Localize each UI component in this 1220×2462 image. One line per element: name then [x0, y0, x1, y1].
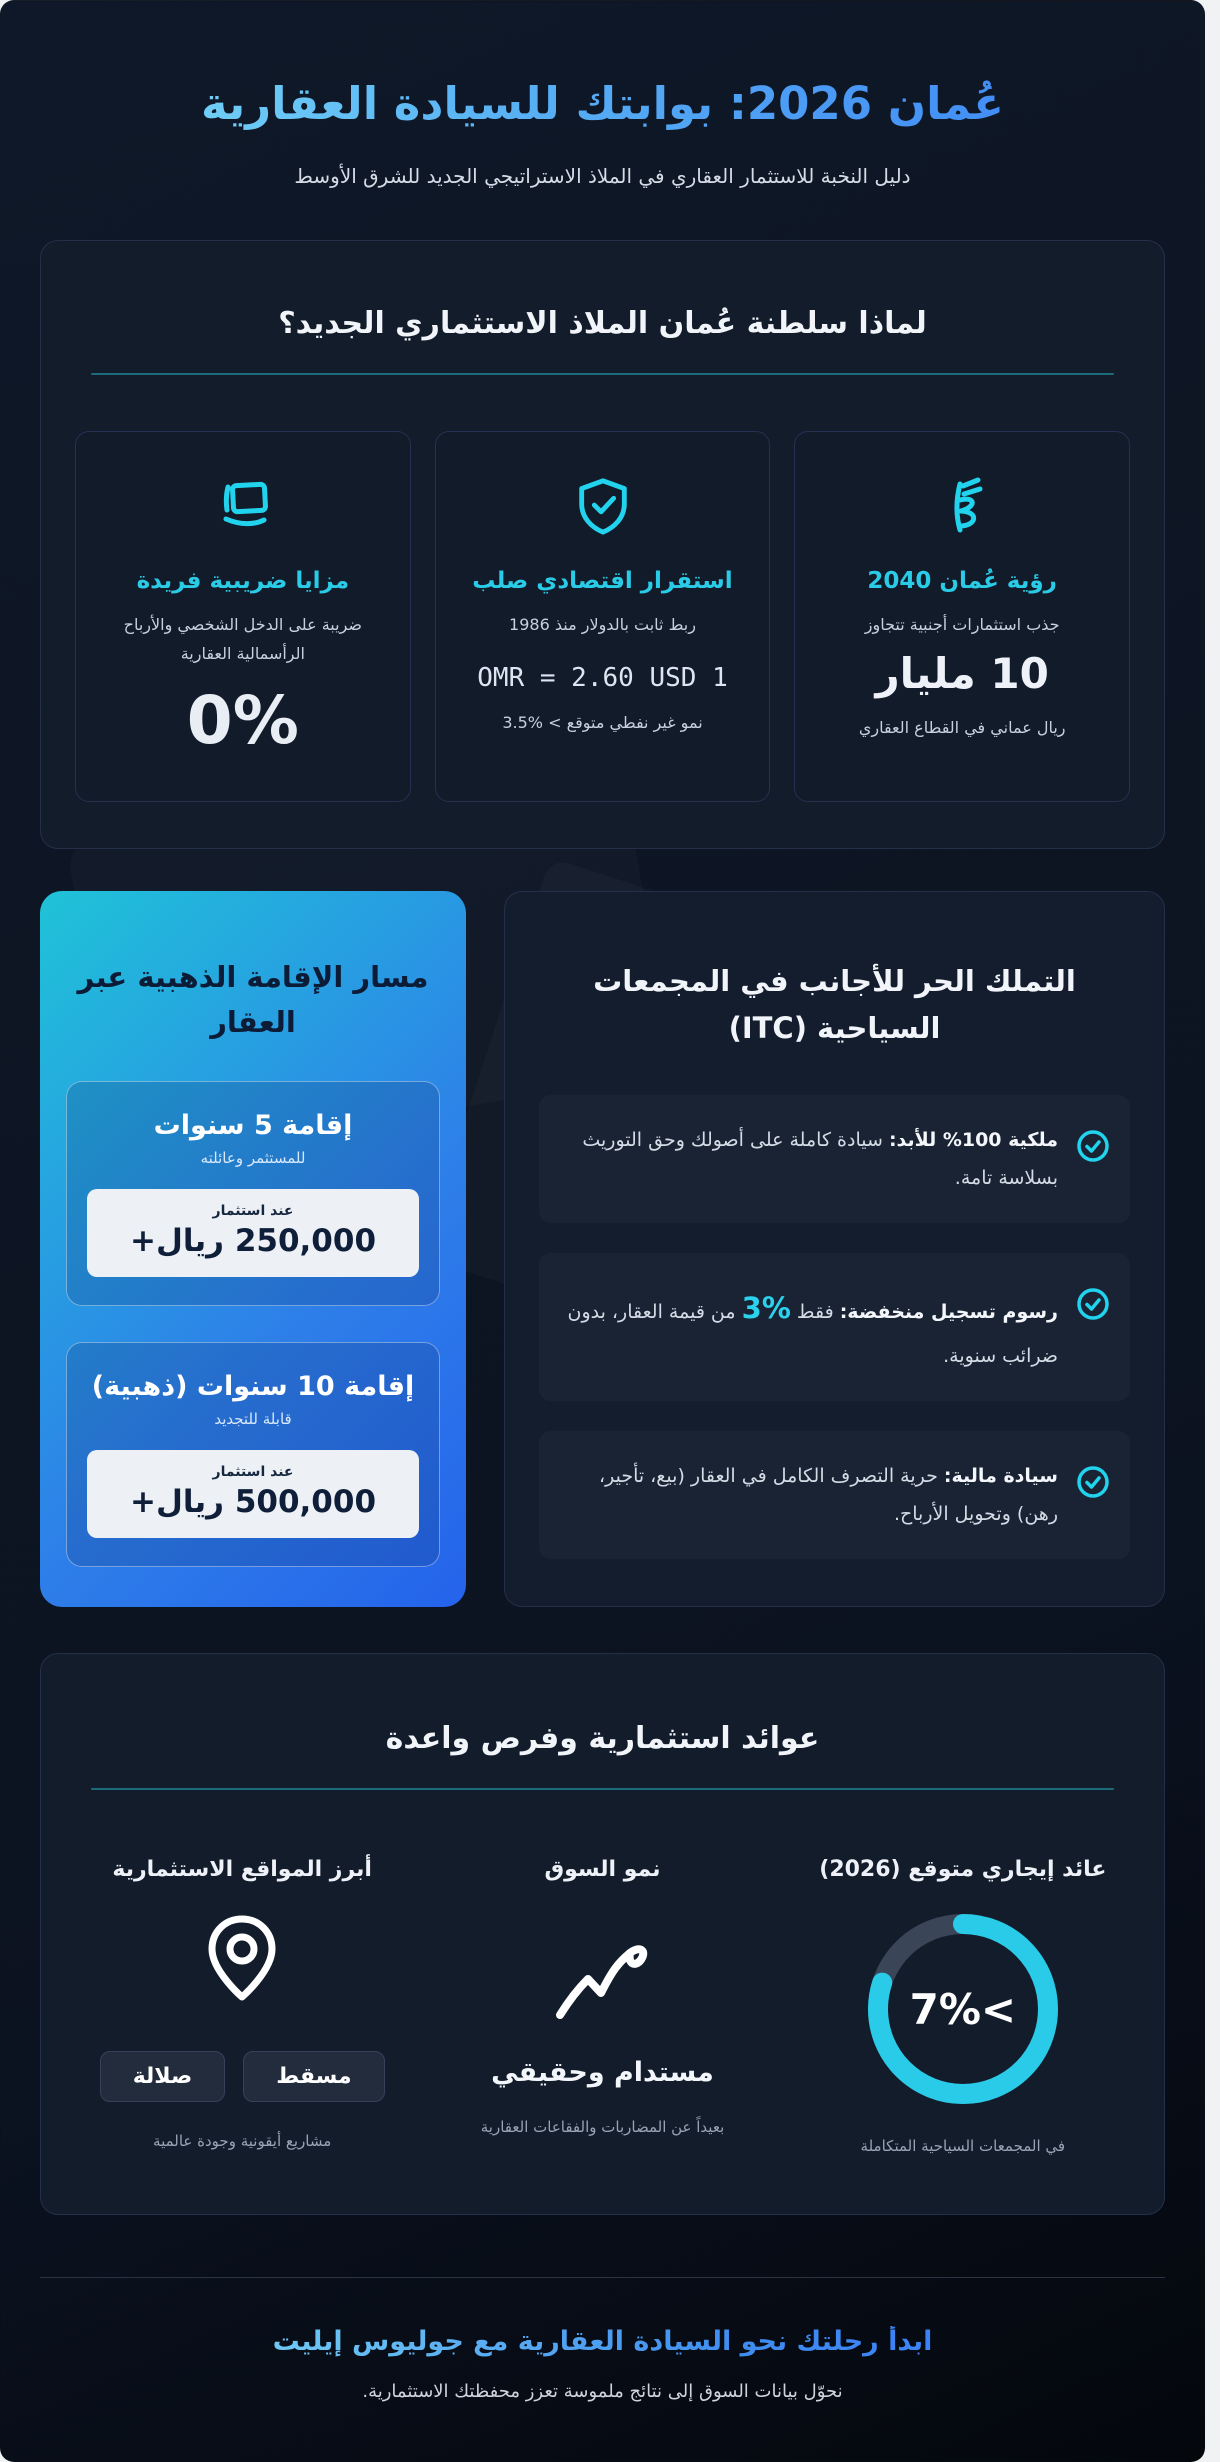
why-oman-section — [40, 240, 1165, 850]
investment-label: عند استثمار — [212, 1203, 294, 1220]
golden-residency-title: مسار الإقامة الذهبية عبر العقار — [77, 960, 429, 1040]
shield-check-icon — [456, 472, 750, 540]
check-circle-icon — [1076, 1287, 1110, 1325]
chip-salalah[interactable]: صلالة — [100, 2051, 226, 2102]
investment-amount-box — [87, 1450, 419, 1538]
market-growth-stat: مستدام وحقيقي — [491, 2057, 714, 2089]
rental-yield-title: عائد إيجاري متوقع (2026) — [819, 1857, 1107, 1883]
check-circle-icon — [1076, 1465, 1110, 1503]
itc-section — [504, 891, 1165, 1607]
page-subtitle: دليل النخبة للاستثمار العقاري في الملاذ الاستراتيجي الجديد للشرق الأوسط — [294, 163, 911, 188]
residency-tier-5-years — [66, 1081, 440, 1306]
card-body: جذب استثمارات أجنبية تتجاوز — [864, 614, 1060, 634]
bullet-text — [559, 1121, 1058, 1197]
investment-amount: 250,000 ريال+ — [130, 1223, 377, 1260]
investment-label: عند استثمار — [212, 1464, 294, 1481]
header — [40, 75, 1165, 188]
bullet-body: من قيمة العقار، بدون ضرائب سنوية. — [567, 1301, 1058, 1368]
card-title: رؤية عُمان 2040 — [867, 567, 1057, 594]
returns-columns — [75, 1852, 1130, 2160]
tier-title: إقامة 10 سنوات (ذهبية) — [91, 1371, 415, 1403]
returns-section — [40, 1653, 1165, 2215]
middle-row — [40, 891, 1165, 1607]
card-body: ربط ثابت بالدولار منذ 1986 — [509, 614, 696, 634]
banknote-icon — [96, 472, 390, 540]
card-tax-benefits — [75, 431, 411, 803]
map-pin-icon — [75, 1911, 409, 2021]
rental-yield-caption: في المجمعات السياحية المتكاملة — [860, 2137, 1066, 2156]
itc-bullet-fees — [539, 1253, 1130, 1401]
trend-up-icon — [435, 1927, 769, 2027]
tier-subtitle: للمستثمر وعائلته — [200, 1149, 306, 1168]
investment-amount-box — [87, 1189, 419, 1277]
tier-title: إقامة 5 سنوات — [153, 1110, 353, 1142]
rental-yield-gauge — [865, 1911, 1061, 2107]
bullet-body: فقط — [796, 1301, 834, 1324]
card-subtext: نمو غير نفطي متوقع > %3.5 — [502, 713, 703, 733]
fee-percentage: %3 — [741, 1291, 791, 1326]
bullet-text — [559, 1279, 1058, 1375]
itc-bullet-ownership — [539, 1095, 1130, 1223]
returns-section-title: عوائد استثمارية وفرص واعدة — [385, 1721, 820, 1757]
chip-muscat[interactable]: مسقط — [243, 2051, 384, 2102]
rental-yield-column — [796, 1852, 1130, 2160]
footer — [40, 2277, 1165, 2462]
page-title: عُمان 2026: بوابتك للسيادة العقارية — [40, 75, 1165, 134]
check-circle-icon — [1076, 1129, 1110, 1167]
itc-title: التملك الحر للأجانب في المجمعات السياحية (ITC) — [593, 964, 1076, 1045]
why-cards — [75, 431, 1130, 803]
rental-yield-value: 7%< — [909, 1984, 1017, 2034]
why-section-title: لماذا سلطنة عُمان الملاذ الاستثماري الجديد؟ — [278, 305, 927, 341]
bullet-body: سيادة كاملة على أصولك وحق التوريث بسلاسة تامة. — [582, 1129, 1058, 1190]
bullet-body: حرية التصرف الكامل في العقار (بيع، تأجير، رهن) وتحويل الأرباح. — [598, 1465, 1058, 1526]
card-body: ضريبة على الدخل الشخصي والأرباح الرأسمالية العقارية — [123, 614, 362, 664]
section-divider — [91, 373, 1114, 375]
card-economic-stability — [435, 431, 771, 803]
tier-subtitle: قابلة للتجديد — [214, 1410, 292, 1429]
top-locations-caption: مشاريع أيقونية وجودة عالمية — [153, 2132, 332, 2151]
exchange-rate-value: OMR = 2.60 USD 1 — [477, 663, 728, 694]
section-divider — [91, 1788, 1114, 1790]
investment-amount: 500,000 ريال+ — [130, 1484, 377, 1521]
bullet-bold: ملكية 100% للأبد: — [888, 1129, 1058, 1152]
top-locations-column — [75, 1852, 409, 2160]
residency-tier-10-years — [66, 1342, 440, 1567]
bullet-text — [559, 1457, 1058, 1533]
vision-icon — [815, 472, 1109, 540]
location-chips — [75, 2051, 409, 2102]
market-growth-title: نمو السوق — [544, 1857, 661, 1883]
footer-subtitle: نحوّل بيانات السوق إلى نتائج ملموسة تعزز محفظتك الاستثمارية. — [362, 2381, 843, 2403]
card-subtext: ريال عماني في القطاع العقاري — [858, 718, 1066, 738]
card-title: استقرار اقتصادي صلب — [472, 567, 733, 594]
bullet-bold: رسوم تسجيل منخفضة: — [839, 1301, 1058, 1324]
bullet-bold: سيادة مالية: — [943, 1465, 1058, 1488]
market-growth-column — [435, 1852, 769, 2160]
golden-residency-card — [40, 891, 466, 1607]
market-growth-caption: بعيداً عن المضاربات والفقاعات العقارية — [480, 2118, 725, 2137]
top-locations-title: أبرز المواقع الاستثمارية — [112, 1857, 372, 1883]
card-stat: 10 مليار — [875, 649, 1049, 699]
card-stat: 0% — [186, 681, 299, 759]
card-title: مزايا ضريبية فريدة — [136, 567, 350, 594]
card-vision-2040 — [794, 431, 1130, 803]
itc-bullet-financial-sovereignty — [539, 1431, 1130, 1559]
footer-title: ابدأ رحلتك نحو السيادة العقارية مع جوليوس إيليت — [272, 2326, 933, 2358]
